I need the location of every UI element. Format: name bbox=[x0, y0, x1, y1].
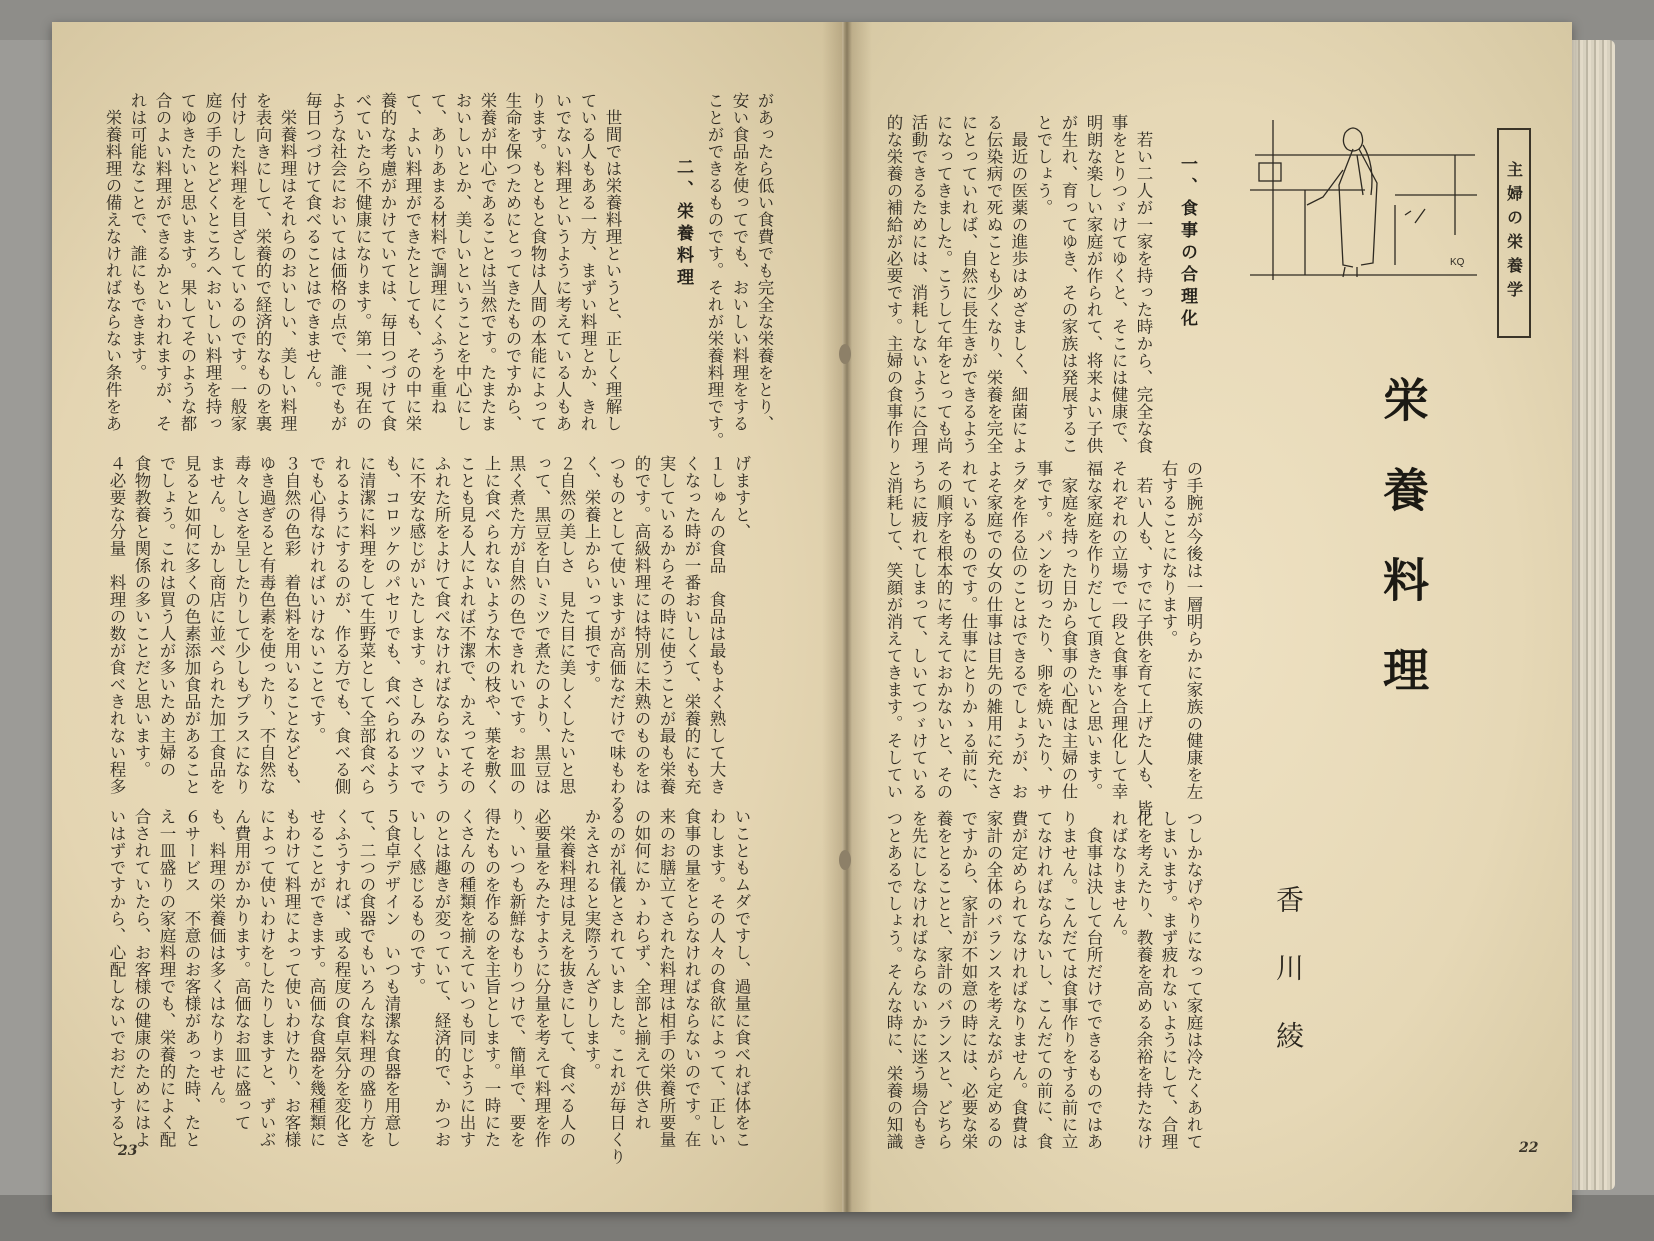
page-number-right: 22 bbox=[1519, 1140, 1539, 1156]
body-text-right-bottom: つしかなげやりになって家庭は冷たくあれて しまいます。まず疲れないようにして、合理 化を考えたり、教養を高める余裕を持たなけ ればなりません。 食事は決して台所だけでできるものではあ りません。こんだては食事作りをする前に立 てなければならないし、こんだての前に、食 費が定められてなければなりません。食費は 家計の全体のバランスを考えながら定めるの ですから、家計が不如意の時には、必要な栄 養をとることと、家計のバランスと、どちら を先にしなければならないかに迷う場合もき つとあるでしょう。そんな時に、栄養の知識 bbox=[884, 810, 1203, 1150]
woman-kitchen-illustration-icon bbox=[1245, 115, 1485, 295]
body-text-right-middle: の手腕が今後は一層明らかに家族の健康を左 右することになります。 若い人も、すでに子供を育て上げた人も、皆 それぞれの立場で一段と食事を合理化して幸 福な家庭を作りだして頂きたいと思います。 家庭を持った日から食事の心配は主婦の仕 事です。パンを切ったり、卵を焼いたり、サ ラダを作る位のことはできるでしょうが、お よそ家庭での女の仕事は目先の雑用に充たさ れているものです。仕事にとりかゝる前に、 その順序を根本的に考えておかないと、その うちに疲れてしまって、しいてつゞけている と消耗して、笑顔が消えてきます。そしてい bbox=[884, 460, 1203, 817]
section-heading-1: 一、食事の合理化 bbox=[1177, 155, 1197, 331]
body-text-right-top: 若い二人が一家を持った時から、完全な食 事をとりつゞけてゆくと、そこには健康で、 明朗な楽しい家庭が作られて、将来よい子供 が生れ、育ってゆき、その家族は発展するこ とでしょう。 最近の医薬の進歩はめざましく、細菌によ る伝染病で死ぬことも少くなり、栄養を完全 にとっていれば、自然に長生きができるよう になってきました。こうして年をとっても尚 活動できるためには、消耗しないように合理 的な栄養の補給が必要です。主婦の食事作り bbox=[884, 114, 1153, 454]
series-label: 主婦の栄養学 bbox=[1504, 161, 1524, 305]
series-label-box bbox=[1497, 128, 1531, 338]
binding-hole bbox=[839, 344, 851, 364]
body-text-left-top: 世間では栄養料理というと、正しく理解し ている人もある一方、まずい料理とか、きれ いでない料理というように考えている人もあ ります。もともと食物は人間の本能によって 生命を保つためにとってきたものですから、 栄養が中心であることは当然です。たまたま おいしいとか、美しいということを中心にし て、ありあまる材料で調理にくふうを重ね て、よい料理ができたとしても、その中に栄 養的な考慮がかけていては、毎日つづけて食 べていたら不健康になります。第一、現在の ような社会においては価格の点で、誰でもが 毎日つづけて食べることはできません。 栄養料理はそれらのおいしい、美しい料理 を表向きにして、栄養的で経済的なものを裏 付けした料理を目ざしているのです。一般家 庭の手のとどくところへおいしい料理を持っ てゆきたいと思います。果してそのような都 合のよい料理ができるかといわれますが、そ れは可能なことで、誰にもできます。 栄養料理の備えなければならない条件をあ bbox=[103, 92, 622, 432]
body-text-left-middle: げますと、 １しゅんの食品 食品は最もよく熟して大き くなった時が一番おいしくて、栄養的にも充 実しているからその時に使うことが最も栄養 的です。高級料理には特別に未熟のものをは つものとして使いますが高価なだけで味もわる く、栄養上からいって損です。 ２自然の美しさ 見た目に美しくしたいと思 って、黒豆を白いミツで煮たのより、黒豆は 黒く煮た方が自然の色できれいです。お皿の 上に食べられないような木の枝や、葉を敷く ことも見る人によれば不潔で、かえってその ふれた所をよけて食べなければならないよう に不安な感じがいたします。さしみのツマで も、コロッケのパセリでも、食べられるよう に清潔に料理をして生野菜として全部食べら れるようにするのが、作る方でも、食べる側 でも心得なければいけないことです。 ３自然の色彩 着色料を用いることなども、 ゆき過ぎると有毒色素を使ったり、不自然な 毒々しさを呈したりして少しもプラスになり ません。しかし商店に並べられた加工食品を 見ると如何に多くの色素添加食品があること でしょう。これは買う人が多いため主婦の 食物教養と関係の多いことだと思います。 ４必要な分量 料理の数が食べきれない程多 bbox=[107, 455, 751, 812]
body-text-left-bottom: いこともムダですし、過量に食べれば体をこ わします。その人々の食欲によって、正しい 食事の量をとらなければならないのです。在 来のお膳立てされた料理は相手の栄養所要量 の如何にかゝわらず、全部と揃えて供され るのが礼儀とされていました。これが毎日くり かえされると実際うんざりします。 栄養料理は見えを抜きにして、食べる人の 必要量をみたすように分量を考えて料理を作 り、いつも新鮮なもりつけで、簡単で、要を 得たものを作るのを主旨とします。一時にた くさんの種類を揃えていつも同じように出す のとは趣きが変っていて、経済的で、かつお いしく感じるものです。 ５食卓デザイン いつも清潔な食器を用意し て、二つの食器でもいろんな料理の盛り方を くふうすれば、或る程度の食卓気分を変化さ せることができます。高価な食器を幾種類に もわけて料理によって使いわけたり、お客様 によって使いわけをしたりしますと、ずいぶ ん費用がかかります。高価なお皿に盛って も、料理の栄養価は多くはなりません。 ６サービス 不意のお客様があった時、たと え一皿盛りの家庭料理でも、栄養的によく配 合されていたら、お客様の健康のためにはよ いはずですから、心配しないでおだしすると bbox=[107, 808, 751, 1165]
section-heading-2: 二、栄養料理 bbox=[673, 158, 693, 290]
illustration-signature: KQ bbox=[1450, 257, 1465, 268]
page-number-left: 23 bbox=[118, 1143, 138, 1159]
article-title: 栄養料理 bbox=[1376, 376, 1430, 736]
body-text-left-intro: があったら低い食費でも完全な栄養をとり、 安い食品を使ってでも、おいしい料理をする ことができるものです。それが栄養料理です。 bbox=[705, 92, 774, 449]
book-gutter bbox=[822, 22, 872, 1212]
binding-hole bbox=[839, 850, 851, 870]
author-name: 香川綾 bbox=[1272, 885, 1305, 1089]
